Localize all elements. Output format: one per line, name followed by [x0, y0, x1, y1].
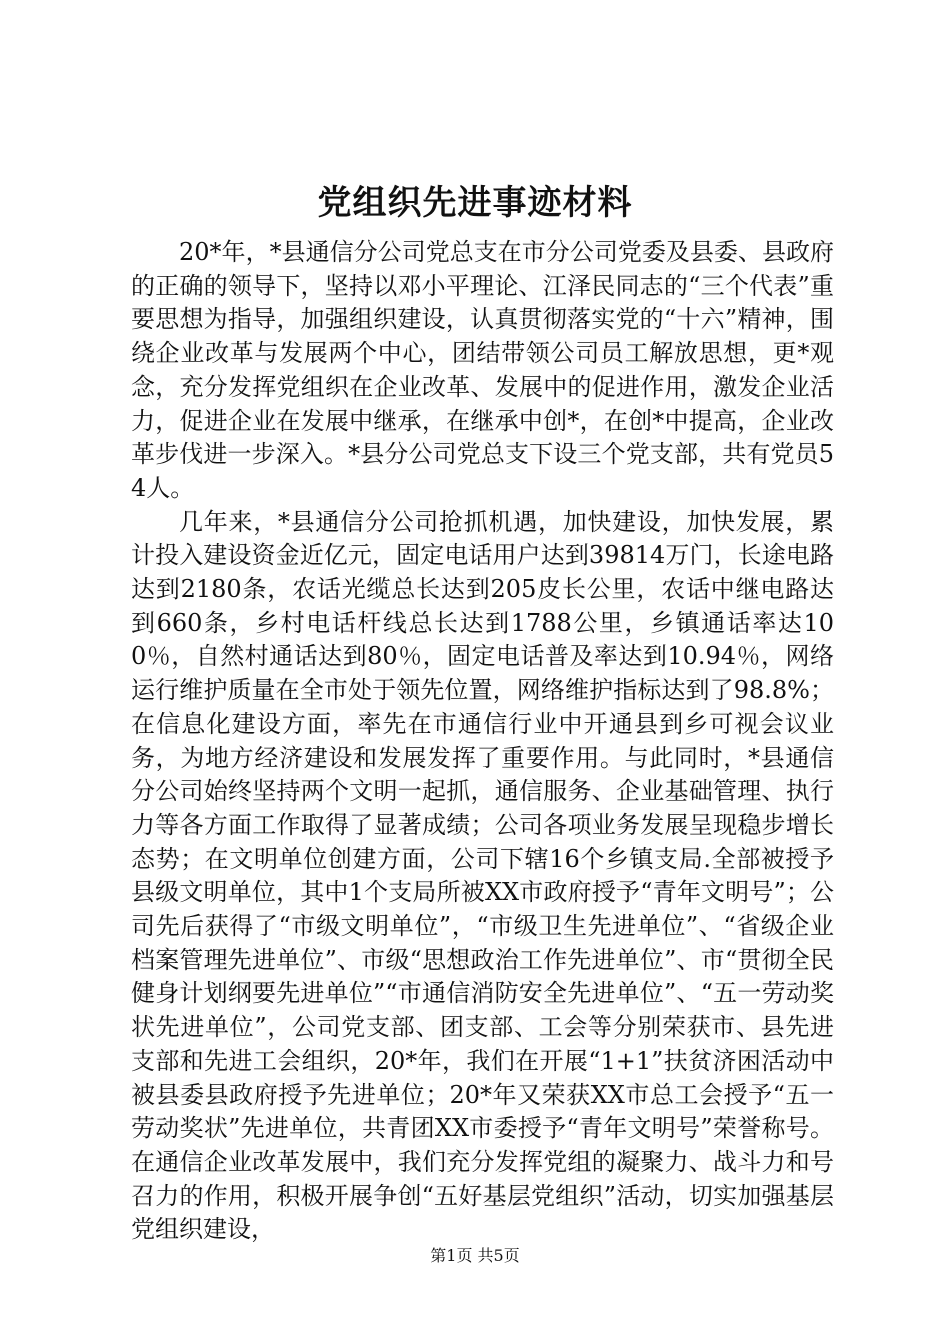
document-title: 党组织先进事迹材料 — [317, 183, 633, 223]
paragraph-2: 几年来，*县通信分公司抢抓机遇，加快建设，加快发展，累计投入建设资金近亿元，固定电话用户达到39814万门，长途电路达到2180条，农话光缆总长达到205皮长公里，农话中继电路达到660条，乡村电话杆线总长达到1788公里，乡镇通话率达100％，自然村通话达到80％，固定电话普及率达到10.94％，网络运行维护质量在全市处于领先位置，网络维护指标达到了98.8%；在信息化建设方面，率先在市通信行业中开通县到乡可视会议业务，为地方经济建设和发展发挥了重要作用。与此同时，*县通信分公司始终坚持两个文明一起抓，通信服务、企业基础管理、执行力等各方面工作取得了显著成绩；公司各项业务发展呈现稳步增长态势；在文明单位创建方面，公司下辖16个乡镇支局.全部被授予县级文明单位，其中1个支局所被XX市政府授予“青年文明号”；公司先后获得了“市级文明单位”，“市级卫生先进单位”、“省级企业档案管理先进单位”、市级“思想政治工作先进单位”、市“贯彻全民健身计划纲要先进单位”“市通信消防安全先进单位”、“五一劳动奖状先进单位”，公司党支部、团支部、工会等分别荣获市、县先进支部和先进工会组织，20*年，我们在开展“1+1”扶贫济困活动中被县委县政府授予先进单位；20*年又荣获XX市总工会授予“五一劳动奖状”先进单位，共青团XX市委授予“青年文明号”荣誉称号。在通信企业改革发展中，我们充分发挥党组的凝聚力、战斗力和号召力的作用，积极开展争创“五好基层党组织”活动，切实加强基层党组织建设， — [131, 507, 834, 1244]
document-body — [131, 236, 834, 1247]
page-number: 第1页 共5页 — [430, 1246, 520, 1265]
paragraph-1: 20*年，*县通信分公司党总支在市分公司党委及县委、县政府的正确的领导下，坚持以邓小平理论、江泽民同志的“三个代表”重要思想为指导，加强组织建设，认真贯彻落实党的“十六”精神，围绕企业改革与发展两个中心，团结带领公司员工解放思想，更*观念，充分发挥党组织在企业改革、发展中的促进作用，激发企业活力，促进企业在发展中继承，在继承中创*，在创*中提高，企业改革步伐进一步深入。*县分公司党总支下设三个党支部，共有党员54人。 — [131, 238, 834, 502]
